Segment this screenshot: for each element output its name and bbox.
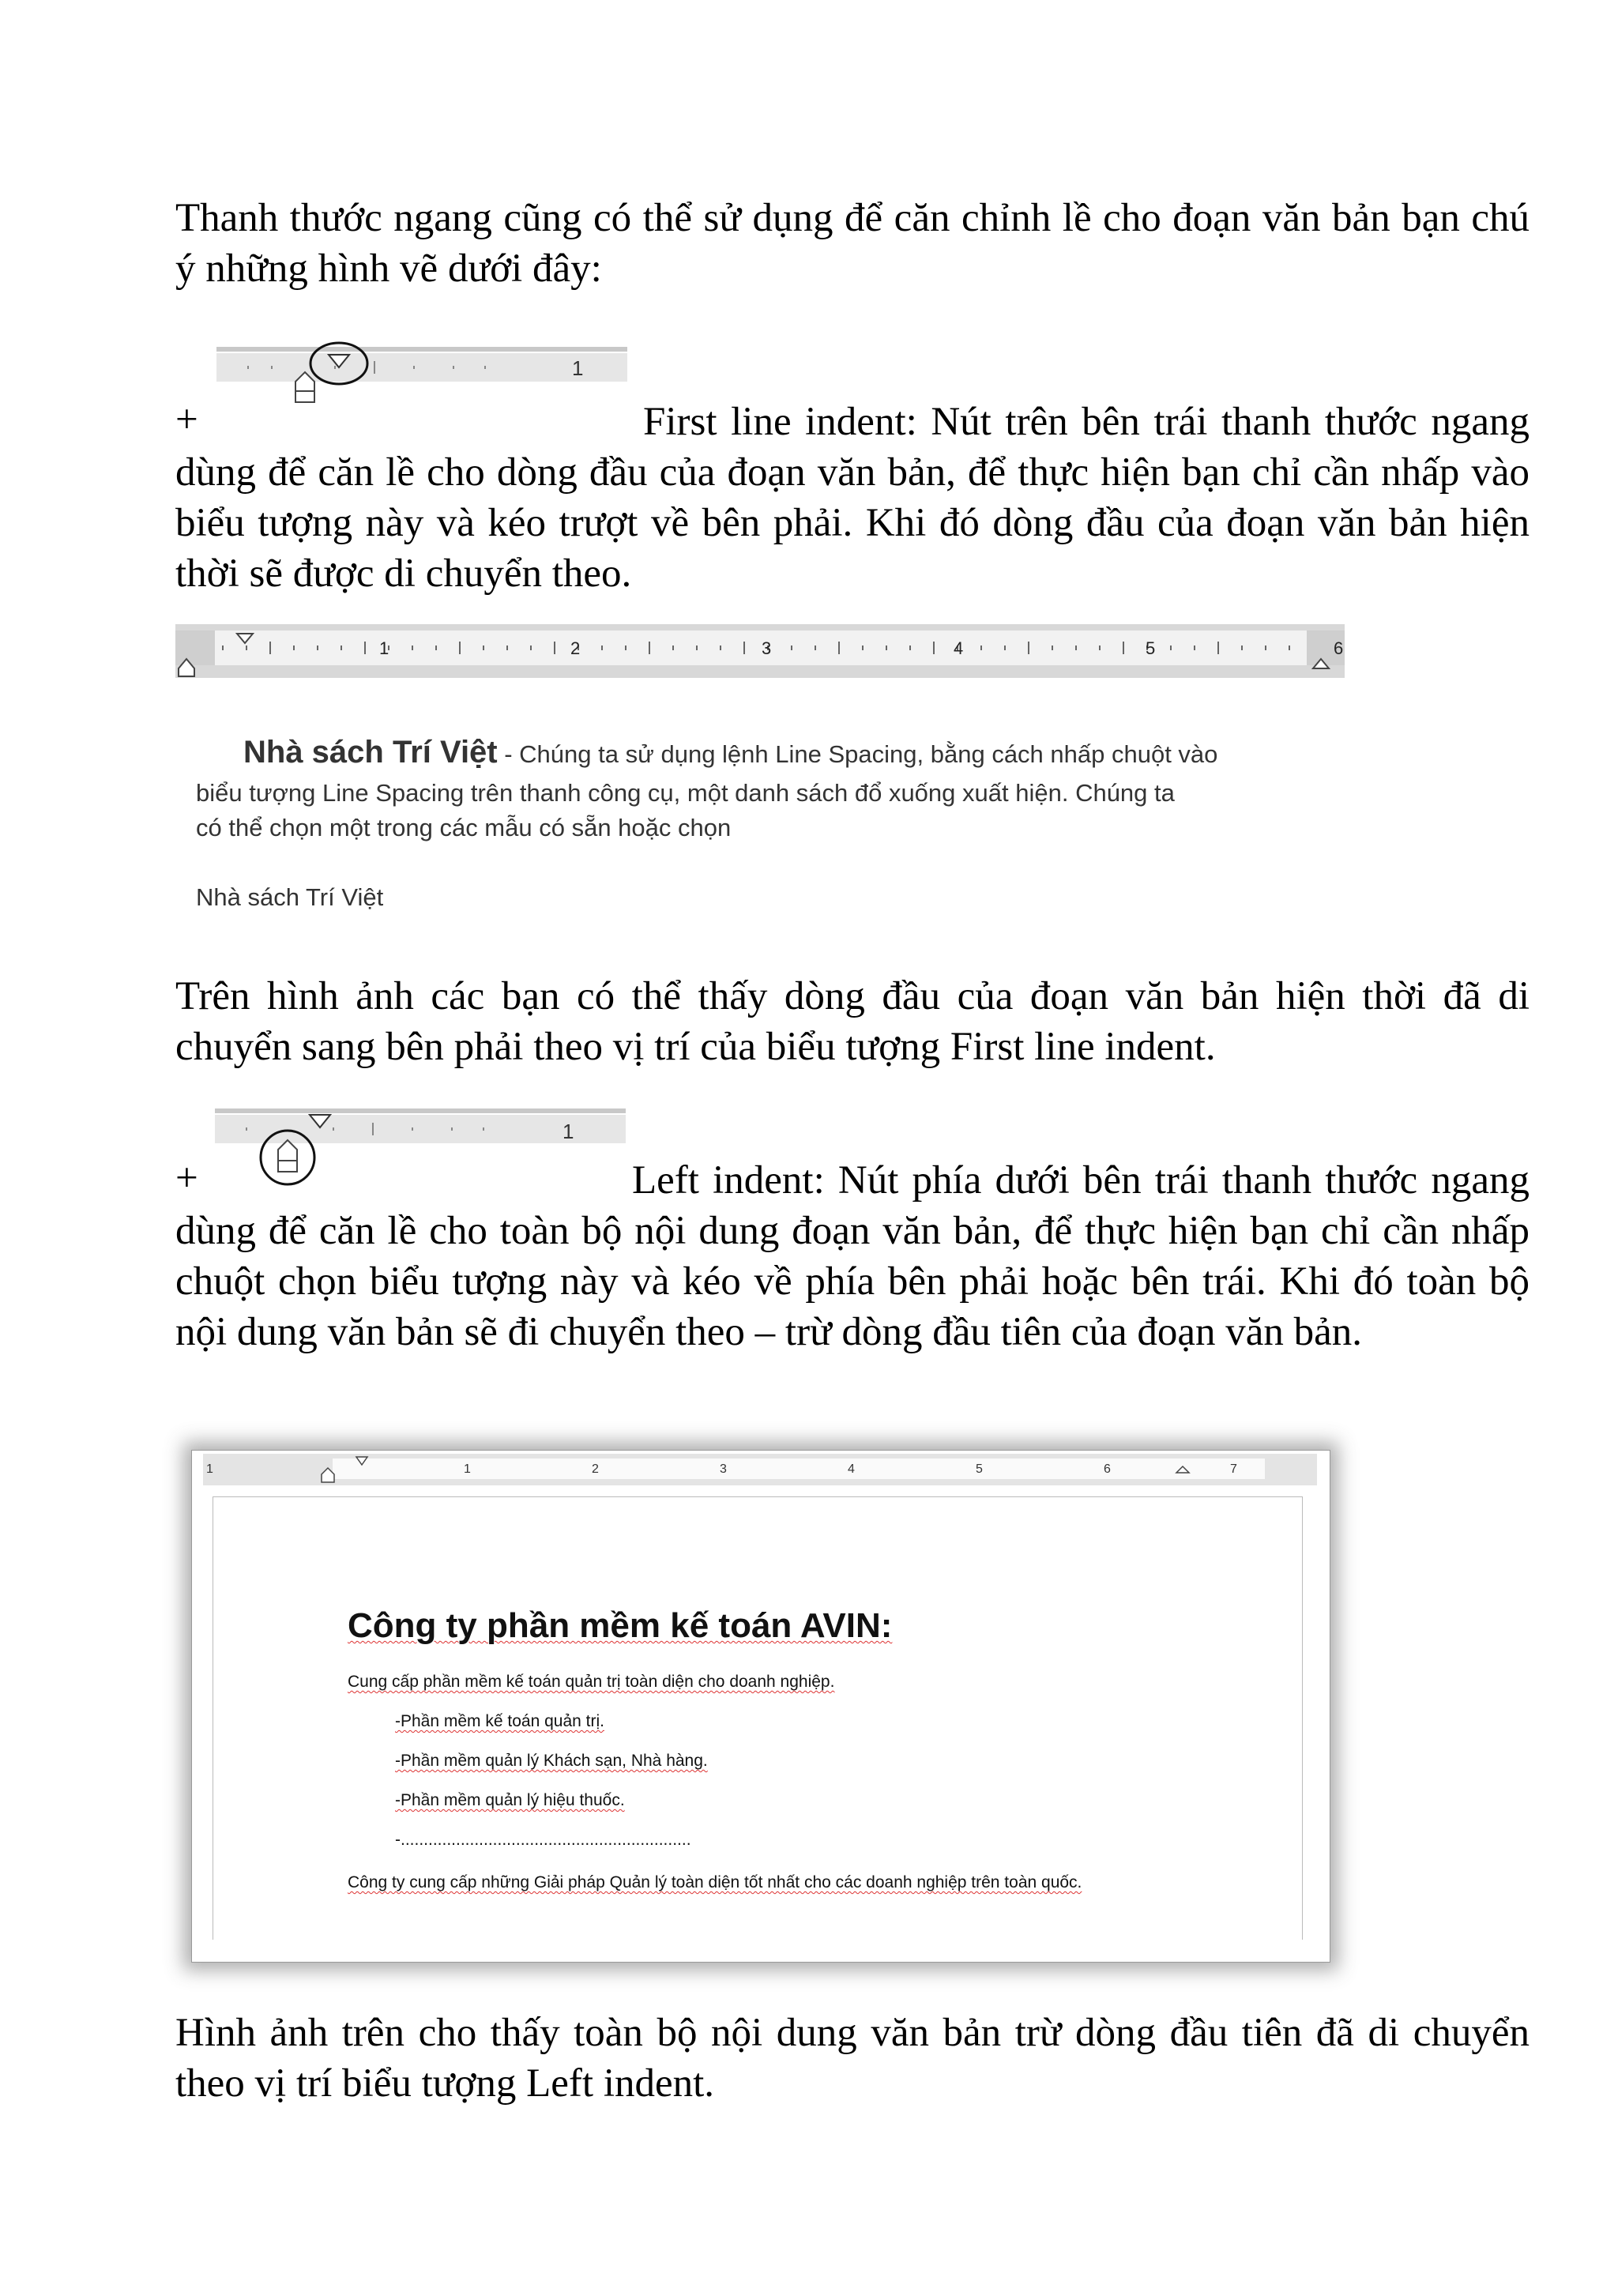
ruler-number-1: 1 xyxy=(379,638,389,658)
ruler2-number-5: 5 xyxy=(976,1462,983,1476)
horizontal-ruler-image xyxy=(175,624,1345,678)
sample2-heading: Công ty phần mềm kế toán AVIN: xyxy=(348,1606,893,1645)
sample1-line1: - Chúng ta sử dụng lệnh Line Spacing, bằng cách nhấp chuột vào xyxy=(497,740,1218,768)
first-line-bullet: + xyxy=(175,397,198,442)
ruler2-number-left: 1 xyxy=(206,1462,213,1476)
ruler-number-5: 5 xyxy=(1146,638,1156,658)
ruler2-number-6: 6 xyxy=(1104,1462,1111,1476)
sample1-line3: có thể chọn một trong các mẫu có sẵn hoặc chọn xyxy=(196,814,732,841)
first-line-result-paragraph: Trên hình ảnh các bạn có thể thấy dòng đầu của đoạn văn bản hiện thời đã di chuyển sang bên phải theo vị trí của biểu tượng First line indent. xyxy=(175,974,1530,1069)
ruler-number-3: 3 xyxy=(762,638,772,658)
mini-ruler-number: 1 xyxy=(563,1120,574,1143)
sample1-first-line xyxy=(243,735,1217,770)
sample1-line2: biểu tượng Line Spacing trên thanh công cụ, một danh sách đổ xuống xuất hiện. Chúng ta xyxy=(196,779,1175,807)
sample2-item1: -Phần mềm kế toán quản trị. xyxy=(395,1712,604,1730)
sample1-heading: Nhà sách Trí Việt xyxy=(243,735,498,770)
horizontal-ruler-image xyxy=(203,1454,1317,1485)
ruler-number-6: 6 xyxy=(1334,638,1344,658)
ruler2-number-2: 2 xyxy=(592,1462,599,1476)
ruler2-number-3: 3 xyxy=(720,1462,727,1476)
sample2-item3: -Phần mềm quản lý hiệu thuốc. xyxy=(395,1791,625,1809)
sample2-item2: -Phần mềm quản lý Khách sạn, Nhà hàng. xyxy=(395,1752,708,1770)
ruler-number-2: 2 xyxy=(570,638,581,658)
intro-paragraph: Thanh thước ngang cũng có thể sử dụng để căn chỉnh lề cho đoạn văn bản bạn chú ý những hình vẽ dưới đây: xyxy=(175,196,1530,291)
ruler2-number-4: 4 xyxy=(848,1462,855,1476)
sample2-footer: Công ty cung cấp những Giải pháp Quản lý toàn diện tốt nhất cho các doanh nghiệp trên toàn quốc. xyxy=(348,1873,1082,1891)
sample-document-2 xyxy=(191,1450,1330,1963)
ruler-number-4: 4 xyxy=(954,638,964,658)
sample1-footer: Nhà sách Trí Việt xyxy=(196,883,384,911)
sample2-item4: -............................................................... xyxy=(395,1831,691,1849)
left-indent-bullet: + xyxy=(175,1156,198,1200)
left-indent-paragraph: Left indent: Nút phía dưới bên trái thanh thước ngang dùng để căn lề cho toàn bộ nội dung đoạn văn bản, để thực hiện bạn chỉ cần nhấp chuột chọn biểu tượng này và kéo về phía bên phải hoặc bên trái. Khi đó toàn bộ nội dung văn bản sẽ đi chuyển theo – trừ dòng đầu tiên của đoạn văn bản. xyxy=(175,1158,1530,1354)
ruler2-number-1: 1 xyxy=(464,1462,471,1476)
closing-paragraph: Hình ảnh trên cho thấy toàn bộ nội dung văn bản trừ dòng đầu tiên đã di chuyển theo vị trí biểu tượng Left indent. xyxy=(175,2011,1530,2106)
sample2-line1: Cung cấp phần mềm kế toán quản trị toàn diện cho doanh nghiệp. xyxy=(348,1673,835,1691)
ruler2-number-7: 7 xyxy=(1230,1462,1237,1476)
first-line-indent-paragraph: First line indent: Nút trên bên trái thanh thước ngang dùng để căn lề cho dòng đầu của đoạn văn bản, để thực hiện bạn chỉ cần nhấp vào biểu tượng này và kéo trượt về bên phải. Khi đó dòng đầu của đoạn văn bản hiện thời sẽ được di chuyển theo. xyxy=(175,400,1530,596)
mini-ruler-number: 1 xyxy=(572,356,584,380)
